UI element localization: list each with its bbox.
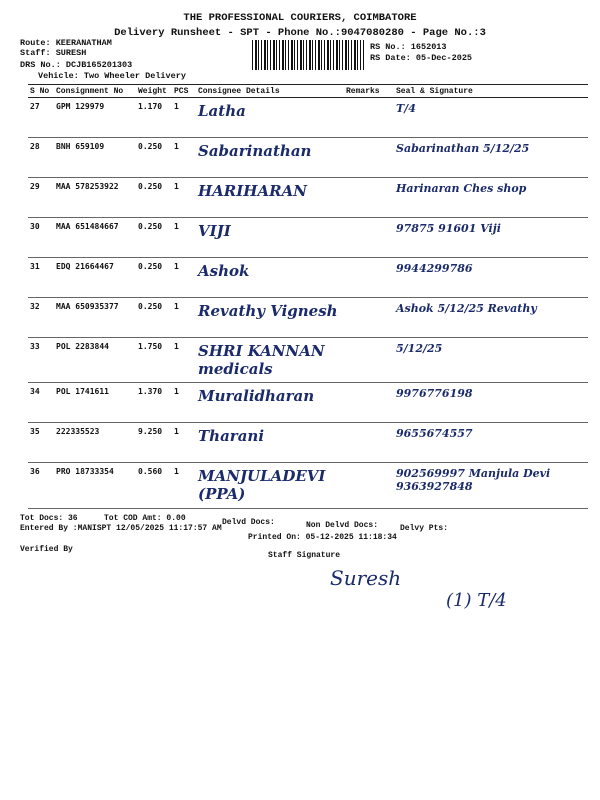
- row-consignee: VIJI: [196, 218, 344, 258]
- table-row: [28, 98, 588, 138]
- table-row: [28, 298, 588, 338]
- row-remarks: [344, 383, 394, 423]
- row-seal: Sabarinathan 5/12/25: [394, 138, 588, 178]
- row-consignment: EDQ 21664467: [54, 258, 136, 298]
- delivered-docs: Delvd Docs:: [222, 518, 275, 527]
- row-sno: 31: [28, 258, 54, 298]
- company-name: THE PROFESSIONAL COURIERS, COIMBATORE: [183, 12, 417, 24]
- row-consignee: SHRI KANNAN medicals: [196, 338, 344, 383]
- row-pcs: 1: [172, 338, 196, 383]
- row-sno: 28: [28, 138, 54, 178]
- staff-signature: Suresh: [330, 566, 402, 590]
- table-row: [28, 178, 588, 218]
- row-weight: 1.370: [136, 383, 172, 423]
- staff-label: Staff: SURESH: [20, 48, 87, 58]
- col-seal: Seal & Signature: [394, 85, 588, 98]
- rs-date: RS Date: 05-Dec-2025: [370, 53, 473, 63]
- table-row: [28, 138, 588, 178]
- row-consignment: PRO 18733354: [54, 463, 136, 509]
- row-pcs: 1: [172, 298, 196, 338]
- row-consignee: Sabarinathan: [196, 138, 344, 178]
- row-consignee: Tharani: [196, 423, 344, 463]
- row-weight: 1.170: [136, 98, 172, 138]
- col-consignment: Consignment No: [54, 85, 136, 98]
- row-seal: 9976776198: [394, 383, 588, 423]
- row-pcs: 1: [172, 463, 196, 509]
- table-row: [28, 258, 588, 298]
- col-remarks: Remarks: [344, 85, 394, 98]
- row-remarks: [344, 98, 394, 138]
- row-sno: 30: [28, 218, 54, 258]
- row-sno: 33: [28, 338, 54, 383]
- delivery-points: Delvy Pts:: [400, 524, 449, 533]
- row-consignment: MAA 651484667: [54, 218, 136, 258]
- route-label: Route: KEERANATHAM: [20, 38, 112, 48]
- row-pcs: 1: [172, 258, 196, 298]
- entered-by: Entered By :MANISPT 12/05/2025 11:17:57 AM: [20, 524, 222, 533]
- row-pcs: 1: [172, 98, 196, 138]
- row-remarks: [344, 178, 394, 218]
- table-row: [28, 383, 588, 423]
- runsheet-subtitle: Delivery Runsheet - SPT - Phone No.:9047080280 - Page No.:3: [114, 27, 486, 39]
- row-consignee: Ashok: [196, 258, 344, 298]
- row-weight: 1.750: [136, 338, 172, 383]
- total-cod: Tot COD Amt: 0.00: [104, 514, 186, 523]
- row-consignee: Muralidharan: [196, 383, 344, 423]
- row-seal: 9944299786: [394, 258, 588, 298]
- row-remarks: [344, 298, 394, 338]
- row-sno: 34: [28, 383, 54, 423]
- barcode: [252, 40, 364, 70]
- row-sno: 27: [28, 98, 54, 138]
- col-pcs: PCS: [172, 85, 196, 98]
- col-weight: Weight: [136, 85, 172, 98]
- row-seal: 5/12/25: [394, 338, 588, 383]
- verified-by: Verified By: [20, 545, 73, 554]
- total-docs: Tot Docs: 36: [20, 514, 78, 523]
- row-weight: 0.250: [136, 178, 172, 218]
- drs-number: DRS No.: DCJB165201303: [20, 60, 133, 70]
- row-consignee: MANJULADEVI (PPA): [196, 463, 344, 509]
- row-consignee: Revathy Vignesh: [196, 298, 344, 338]
- vehicle-label: Vehicle: Two Wheeler Delivery: [38, 71, 186, 81]
- col-sno: S No: [28, 85, 54, 98]
- row-remarks: [344, 218, 394, 258]
- row-consignment: GPM 129979: [54, 98, 136, 138]
- row-sno: 32: [28, 298, 54, 338]
- row-seal: Ashok 5/12/25 Revathy: [394, 298, 588, 338]
- row-remarks: [344, 258, 394, 298]
- row-remarks: [344, 338, 394, 383]
- row-pcs: 1: [172, 383, 196, 423]
- row-pcs: 1: [172, 138, 196, 178]
- row-consignment: POL 1741611: [54, 383, 136, 423]
- printed-on: Printed On: 05-12-2025 11:18:34: [248, 533, 397, 542]
- table-row: [28, 463, 588, 509]
- row-pcs: 1: [172, 218, 196, 258]
- table-row: [28, 423, 588, 463]
- row-consignment: POL 2283844: [54, 338, 136, 383]
- row-consignment: BNH 659109: [54, 138, 136, 178]
- row-consignment: MAA 578253922: [54, 178, 136, 218]
- table-header-row: [28, 85, 588, 98]
- rs-number: RS No.: 1652013: [370, 42, 447, 52]
- row-consignment: MAA 650935377: [54, 298, 136, 338]
- row-seal: Harinaran Ches shop: [394, 178, 588, 218]
- row-consignee: Latha: [196, 98, 344, 138]
- non-delivered-docs: Non Delvd Docs:: [306, 521, 379, 530]
- row-remarks: [344, 463, 394, 509]
- row-weight: 0.250: [136, 258, 172, 298]
- table-row: [28, 218, 588, 258]
- row-weight: 0.250: [136, 138, 172, 178]
- row-weight: 0.250: [136, 298, 172, 338]
- table-row: [28, 338, 588, 383]
- row-remarks: [344, 138, 394, 178]
- row-weight: 0.560: [136, 463, 172, 509]
- runsheet-table: [28, 84, 588, 509]
- row-seal: T/4: [394, 98, 588, 138]
- row-sno: 29: [28, 178, 54, 218]
- row-seal: 97875 91601 Viji: [394, 218, 588, 258]
- staff-signature-label: Staff Signature: [268, 551, 341, 560]
- row-pcs: 1: [172, 178, 196, 218]
- row-consignment: 222335523: [54, 423, 136, 463]
- corner-note: (1) T/4: [446, 590, 507, 611]
- col-consignee: Consignee Details: [196, 85, 344, 98]
- row-seal: 902569997 Manjula Devi 9363927848: [394, 463, 588, 509]
- row-pcs: 1: [172, 423, 196, 463]
- row-consignee: HARIHARAN: [196, 178, 344, 218]
- row-remarks: [344, 423, 394, 463]
- row-weight: 9.250: [136, 423, 172, 463]
- row-sno: 35: [28, 423, 54, 463]
- row-seal: 9655674557: [394, 423, 588, 463]
- row-sno: 36: [28, 463, 54, 509]
- row-weight: 0.250: [136, 218, 172, 258]
